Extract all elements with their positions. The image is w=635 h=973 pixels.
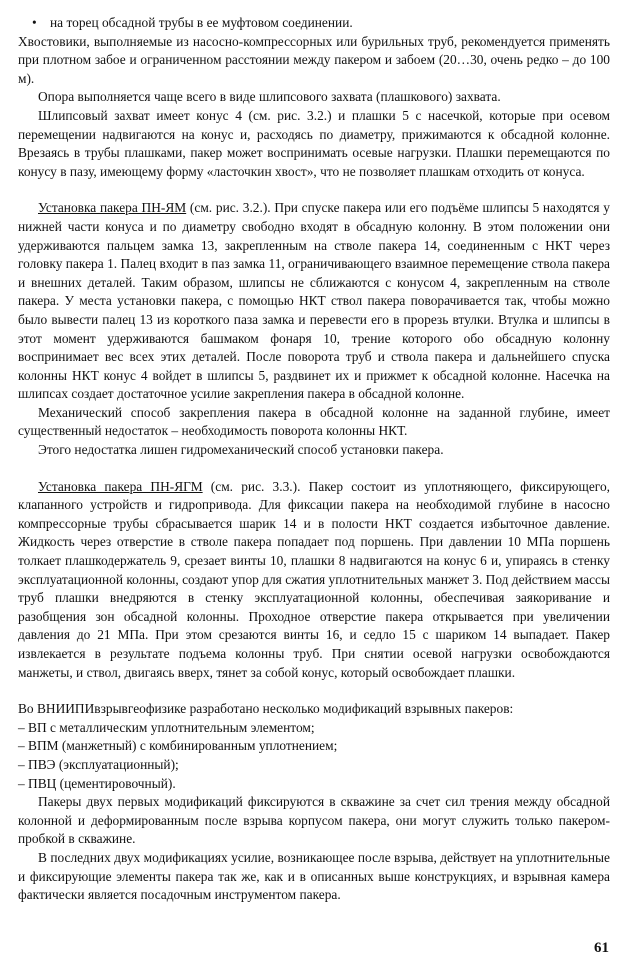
section-heading-pn-yam: Установка пакера ПН-ЯМ [38, 200, 187, 216]
bullet-item [32, 14, 610, 33]
paragraph-hydromechanical: Этого недостатка лишен гидромеханический способ установки пакера. [38, 442, 444, 458]
paragraph-modifications-intro: Во ВНИИПИвзрывгеофизике разработано несколько модификаций взрывных пакеров: [18, 701, 514, 717]
page-number: 61 [594, 940, 609, 956]
paragraph-slip-grip: Шлипсовый захват имеет конус 4 (см. рис. 3.2.) и плашки 5 с насечкой, которые при осевом перемещении надвигаются на конус и, расходясь по диаметру, прижимаются к обсадной колонне. Врезаясь в трубы плашками, пакер может воспринимать осевые нагрузки. Плашки перемещаются по конусу в пазу, имеющему форму «ласточкин хвост», что не позволяет плашкам отходить от конуса. [18, 107, 610, 179]
section-body-pn-yam: (см. рис. 3.2.). При спуске пакера или его подъёме шлипсы 5 находятся у нижней части конуса и по диаметру свободно входят в обсадную колонну. В этом положении они удерживаются пальцем замка 13, закрепленным на стволе пакера 14, соединенным с НКТ через головку пакера 1. Палец входит в паз замка 11, ограничивающего взаимное перемещение ствола пакера и внешних деталей. Таким образом, шлипсы не сближаются с конусом 4, закрепленным на стволе пакера. У места установки пакера, с помощью НКТ ствол пакера поворачивается так, чтобы можно было вывести палец 13 из короткого паза замка и перевести его в прорезь втулки. Втулка и шлипсы в этот момент удерживаются башмаком фонаря 10, трение которого обо обсадную колонну воспринимает вес всех этих деталей. После поворота труб и ствола пакера и дальнейшего спуска колонны НКТ конус 4 войдет в шлипсы 5, раздвинет их и прижмет к обсадной колонне. Насечка на шлипсах создает достаточное усилие закрепления пакера в обсадной колонне. [18, 200, 610, 402]
bullet-symbol: • [32, 15, 37, 30]
bullet-text: на торец обсадной трубы в ее муфтовом соединении. [50, 15, 353, 30]
section-body-pn-yagm: (см. рис. 3.3.). Пакер состоит из уплотняющего, фиксирующего, клапанного устройств и гидропривода. Для фиксации пакера на необходимой глубине в насосно компрессорные трубы сбрасывается шарик 14 и в полости НКТ создается избыточное давление. Жидкость через отверстие в стволе пакера попадает под поршень. При давлении 10 МПа поршень толкает плашкодержатель 9, срезает винты 10, плашки 8 надвигаются на конус 6 и, упираясь в стенку эксплуатационной колонны, создают упор для сжатия уплотнительных манжет 3. Под действием массы труб плашки внедряются в стенку эксплуатационной колонны, обеспечивая заякоривание и разобщения зон обсадной колонны. Проходное отверстие пакера открывается при увеличении давления до 21 МПа. При этом срезаются винты 16, и седло 15 с шариком 14 выпадает. Пакер извлекается в результате подъема колонны труб. При снятии осевой нагрузки освобождаются манжеты, и ствол, двигаясь вверх, тянет за собой конус, который освобождает плашки. [18, 478, 610, 680]
paragraph-last-modifications: В последних двух модификациях усилие, возникающее после взрыва, действует на уплотнительные и фиксирующие элементы пакера так же, как и в описанных выше конструкциях, и взрывная камера фактически является посадочным инструментом пакера. [18, 849, 610, 903]
section-pn-yam [18, 199, 610, 404]
page-body [18, 14, 610, 905]
list-item: – ВПМ (манжетный) с комбинированным уплотнением; [18, 738, 338, 754]
paragraph-mechanical-method: Механический способ закрепления пакера в обсадной колонне на заданной глубине, имеет существенный недостаток – необходимость поворота колонны НКТ. [18, 404, 610, 439]
list-item: – ПВЦ (цементировочный). [18, 775, 176, 791]
paragraph-shanks: Хвостовики, выполняемые из насосно-компрессорных или бурильных труб, рекомендуется применять при плотном забое и ограниченном расстоянии между пакером и забоем (20…30, очень редко – до 100 м). [18, 33, 610, 86]
section-pn-yagm [18, 478, 610, 683]
paragraph-first-modifications: Пакеры двух первых модификаций фиксируются в скважине за счет сил трения между обсадной колонной и деформированным после взрыва корпусом пакера, они могут служить только пакером-пробкой в скважине. [18, 794, 610, 847]
section-heading-pn-yagm: Установка пакера ПН-ЯГМ [38, 478, 203, 494]
list-item: – ВП с металлическим уплотнительным элементом; [18, 719, 315, 735]
paragraph-support: Опора выполняется чаще всего в виде шлипсового захвата (плашкового) захвата. [38, 89, 501, 105]
spacer [18, 181, 610, 199]
spacer [18, 682, 610, 700]
spacer [18, 460, 610, 478]
list-item: – ПВЭ (эксплуатационный); [18, 756, 179, 772]
